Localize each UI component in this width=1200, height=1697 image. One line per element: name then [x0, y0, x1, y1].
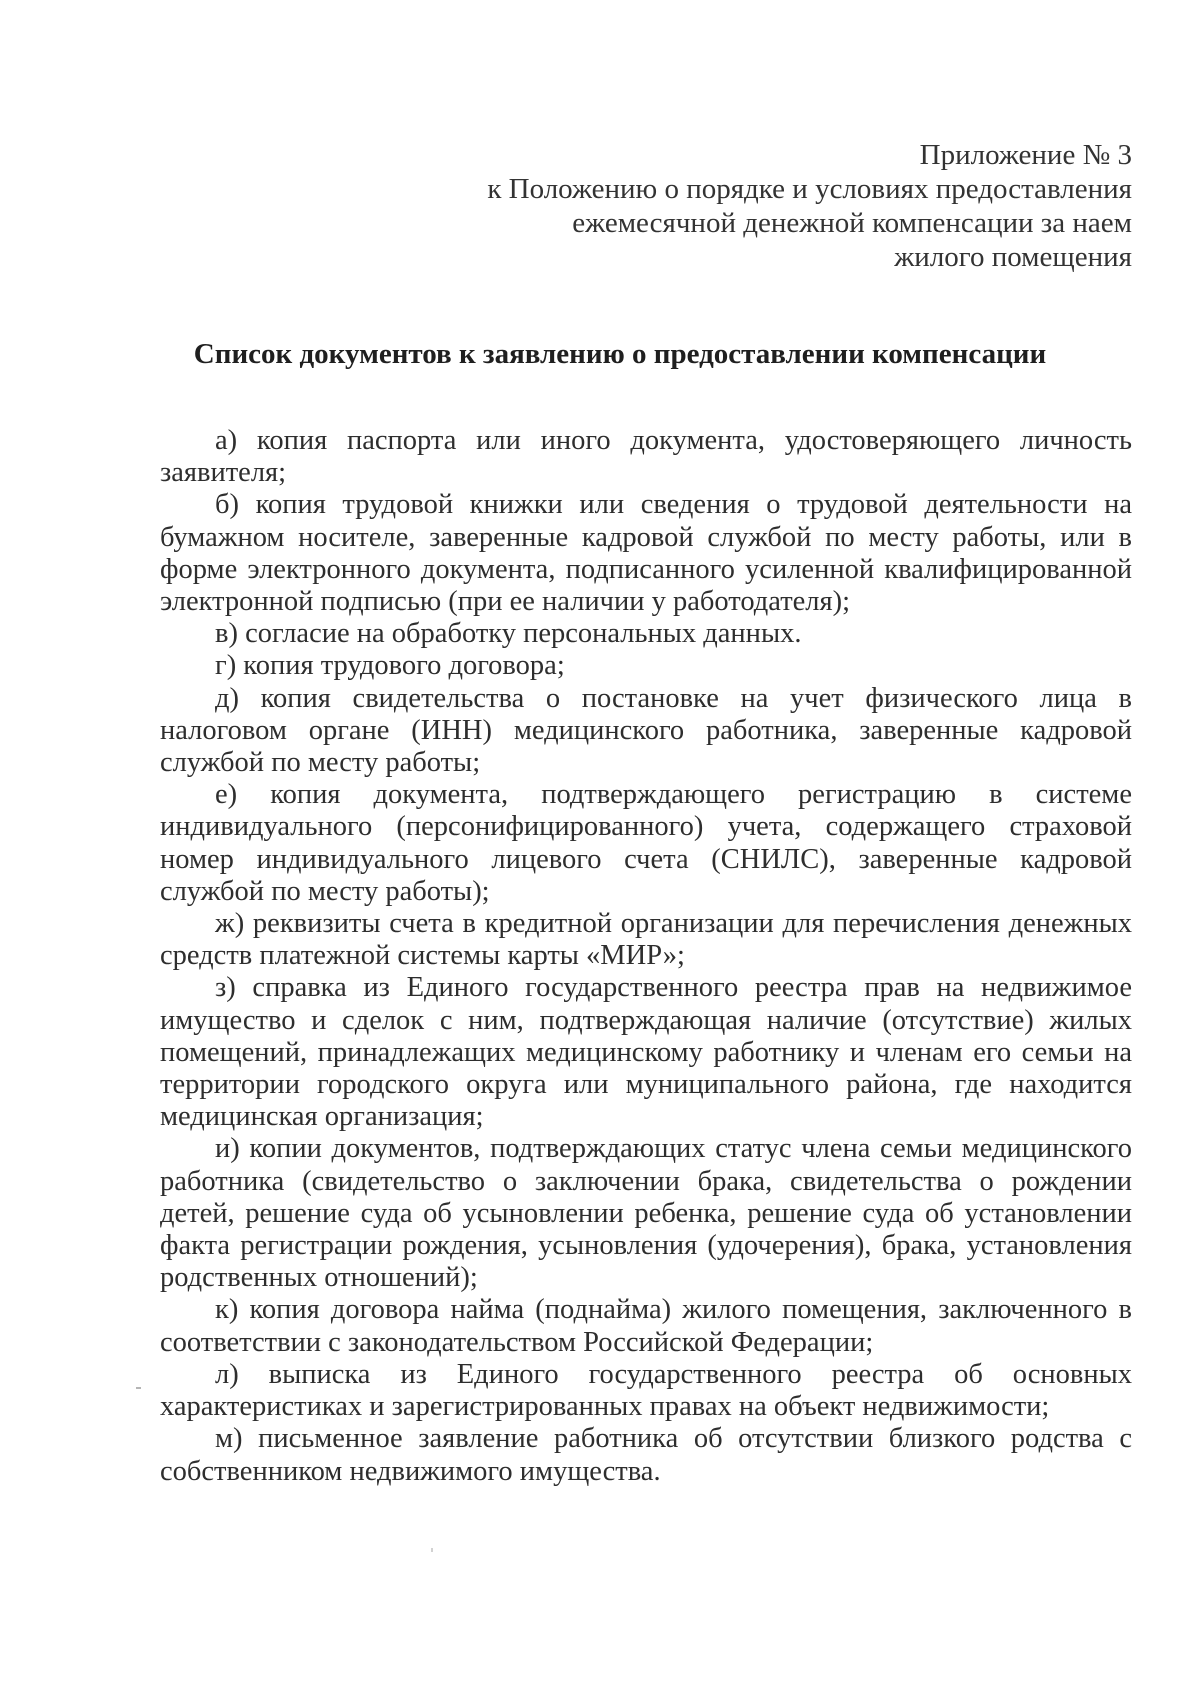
list-item-v: в) согласие на обработку персональных данных. [215, 618, 802, 650]
scan-artifact [431, 1548, 433, 1552]
appendix-header [372, 138, 1132, 274]
list-item-g: г) копия трудового договора; [215, 650, 565, 682]
document-title: Список документов к заявлению о предоставлении компенсации [193, 338, 1047, 370]
list-item-i: и) копии документов, подтверждающих статус члена семьи медицинского работника (свидетельство о заключении брака, свидетельства о рождении детей, решение суда об усыновлении ребенка, решение суда об установлении факта регистрации рождения, усыновления (удочерения), брака, установления родственных отношений); [160, 1133, 1132, 1294]
list-item-l: л) выписка из Единого государственного реестра об основных характеристиках и зарегистрированных правах на объект недвижимости; [160, 1358, 1132, 1423]
list-item-b: б) копия трудовой книжки или сведения о трудовой деятельности на бумажном носителе, заверенные кадровой службой по месту работы, или в форме электронного документа, подписанного усиленной квалифицированной электронной подписью (при ее наличии у работодателя); [160, 489, 1132, 618]
list-item-a: а) копия паспорта или иного документа, удостоверяющего личность заявителя; [160, 425, 1132, 489]
appendix-number: Приложение № 3 [919, 139, 1132, 171]
appendix-reference-line-1: к Положению о порядке и условиях предоставления [487, 173, 1132, 205]
documents-list [160, 425, 1132, 1488]
scan-artifact [136, 1387, 141, 1389]
appendix-reference-line-2: ежемесячной денежной компенсации за наем [572, 207, 1132, 239]
list-item-z: з) справка из Единого государственного реестра прав на недвижимое имущество и сделок с ним, подтверждающая наличие (отсутствие) жилых помещений, принадлежащих медицинскому работнику и членам его семьи на территории городского округа или муниципального района, где находится медицинская организация; [160, 972, 1132, 1133]
list-item-e: е) копия документа, подтверждающего регистрацию в системе индивидуального (персонифицированного) учета, содержащего страховой номер индивидуального лицевого счета (СНИЛС), заверенные кадровой службой по месту работы); [160, 779, 1132, 907]
list-item-k: к) копия договора найма (поднайма) жилого помещения, заключенного в соответствии с законодательством Российской Федерации; [160, 1294, 1132, 1358]
list-item-m: м) письменное заявление работника об отсутствии близкого родства с собственником недвижимого имущества. [160, 1423, 1132, 1487]
list-item-zh: ж) реквизиты счета в кредитной организации для перечисления денежных средств платежной системы карты «МИР»; [160, 908, 1132, 972]
list-item-d: д) копия свидетельства о постановке на учет физического лица в налоговом органе (ИНН) медицинского работника, заверенные кадровой службой по месту работы; [160, 682, 1132, 779]
appendix-reference-line-3: жилого помещения [894, 241, 1132, 273]
